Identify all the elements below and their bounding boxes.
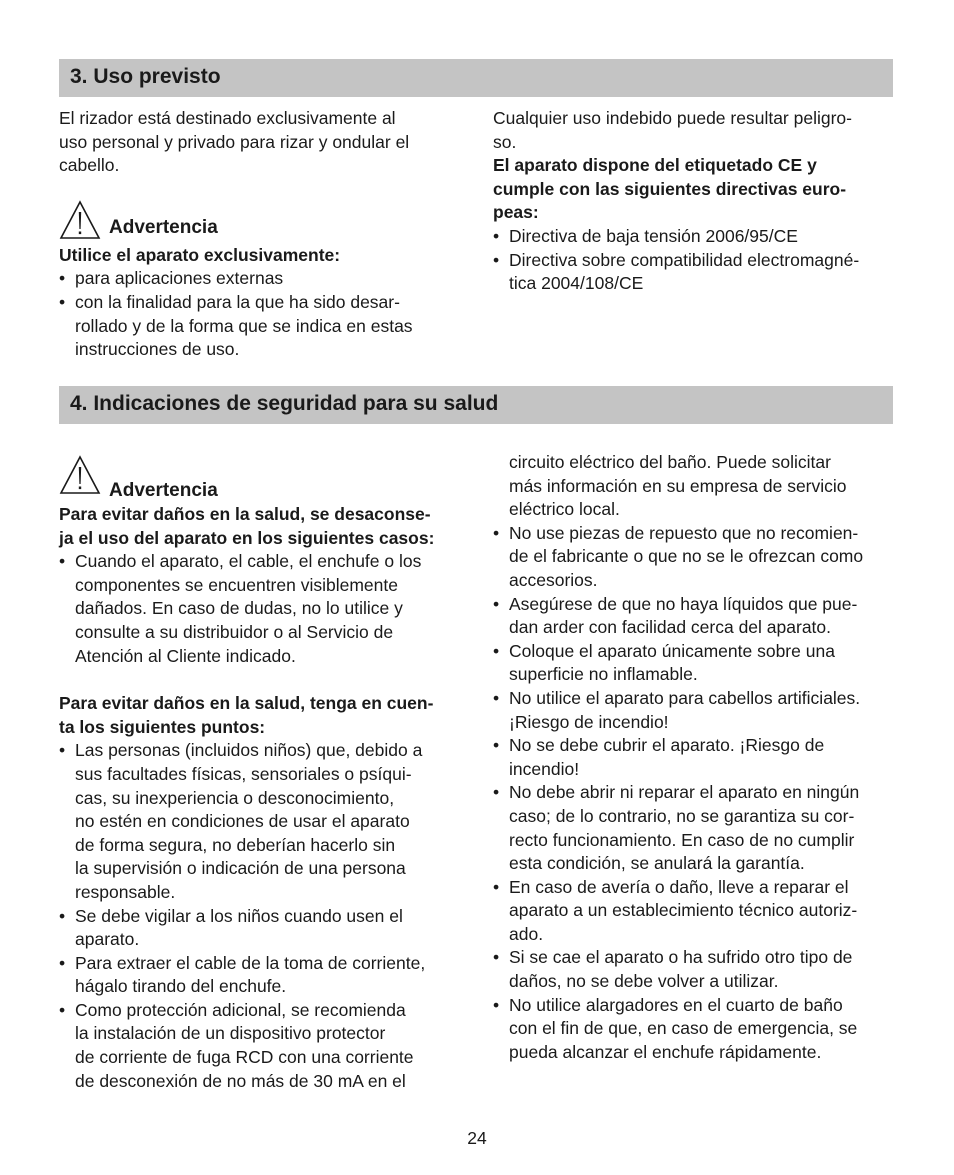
- section-3-title: 3. Uso previsto: [70, 65, 221, 88]
- list-item: • Asegúrese de que no haya líquidos que pue- dan arder con facilidad cerca del aparato.: [493, 593, 898, 640]
- list-item: • No utilice alargadores en el cuarto de baño con el fin de que, en caso de emergencia, se pueda alcanzar el enchufe rápidamente.: [493, 994, 898, 1065]
- directive-list: [493, 225, 893, 296]
- list-item: • No use piezas de repuesto que no recomien- de el fabricante o que no se le ofrezcan como accesorios.: [493, 522, 898, 593]
- section-4-right-column: [493, 451, 898, 1064]
- warning-subtitle: Utilice el aparato exclusivamente:: [59, 244, 341, 265]
- section-4-header: [59, 386, 893, 424]
- list-item: • para aplicaciones externas: [59, 267, 459, 291]
- list-item: • Si se cae el aparato o ha sufrido otro tipo de daños, no se debe volver a utilizar.: [493, 946, 898, 993]
- list-item: • Directiva de baja tensión 2006/95/CE: [493, 225, 893, 249]
- section-4-title: 4. Indicaciones de seguridad para su salud: [70, 392, 499, 415]
- list-item: • No se debe cubrir el aparato. ¡Riesgo de incendio!: [493, 734, 898, 781]
- ce-statement: El aparato dispone del etiquetado CE y cumple con las siguientes directivas euro- peas:: [493, 155, 847, 223]
- bullet-list: [59, 267, 459, 361]
- list-item: • con la finalidad para la que ha sido desar- rollado y de la forma que se indica en estas instrucciones de uso.: [59, 291, 459, 362]
- list-item: • En caso de avería o daño, lleve a reparar el aparato a un establecimiento técnico autoriz- ado.: [493, 876, 898, 947]
- list-item: • No debe abrir ni reparar el aparato en ningún caso; de lo contrario, no se garantiza su cor- recto funcionamiento. En caso de no cumplir esta condición, se anulará la garantía.: [493, 781, 898, 875]
- warning-heading: [59, 200, 459, 244]
- warning-heading: [59, 455, 464, 503]
- continuation-text: circuito eléctrico del baño. Puede solicitar más información en su empresa de servicio eléctrico local.: [509, 452, 847, 520]
- bullet-list: [59, 739, 464, 1093]
- list-item: • No utilice el aparato para cabellos artificiales. ¡Riesgo de incendio!: [493, 687, 898, 734]
- warning-subtitle: Para evitar daños en la salud, tenga en cuen- ta los siguientes puntos:: [59, 693, 434, 737]
- bullet-list: [493, 522, 898, 1065]
- warning-subtitle: Para evitar daños en la salud, se desaconse- ja el uso del aparato en los siguientes casos:: [59, 504, 435, 548]
- list-item: • Directiva sobre compatibilidad electromagné- tica 2004/108/CE: [493, 249, 893, 296]
- section-3-right-column: [493, 107, 893, 296]
- list-item: • Como protección adicional, se recomienda la instalación de un dispositivo protector de corriente de fuga RCD con una corriente de desconexión de no más de 30 mA en el: [59, 999, 464, 1093]
- list-item: • Se debe vigilar a los niños cuando usen el aparato.: [59, 905, 464, 952]
- list-item: • Coloque el aparato únicamente sobre una superficie no inflamable.: [493, 640, 898, 687]
- warning-triangle-icon: [59, 200, 101, 240]
- list-item: • Para extraer el cable de la toma de corriente, hágalo tirando del enchufe.: [59, 952, 464, 999]
- list-item: • Cuando el aparato, el cable, el enchufe o los componentes se encuentren visiblemente dañados. En caso de dudas, no lo utilice y consulte a su distribuidor o al Servicio de Atención al Cliente indicado.: [59, 550, 464, 668]
- section-3-header: [59, 59, 893, 97]
- list-item: • Las personas (incluidos niños) que, debido a sus facultades físicas, sensoriales o psíqui- cas, su inexperiencia o desconocimiento, no estén en condiciones de usar el aparato de forma segura, no deberían hacerlo sin la supervisión o indicación de una persona responsable.: [59, 739, 464, 904]
- intro-text: El rizador está destinado exclusivamente al uso personal y privado para rizar y ondular el cabello.: [59, 108, 410, 176]
- warning-title: Advertencia: [109, 216, 218, 238]
- page-number: 24: [467, 1128, 487, 1148]
- section-3-left-column: [59, 107, 459, 362]
- warning-title: Advertencia: [109, 480, 218, 501]
- intro-text: Cualquier uso indebido puede resultar peligro- so.: [493, 108, 852, 152]
- section-4-left-column: [59, 455, 464, 1093]
- bullet-list: [59, 550, 464, 668]
- warning-triangle-icon: [59, 455, 101, 495]
